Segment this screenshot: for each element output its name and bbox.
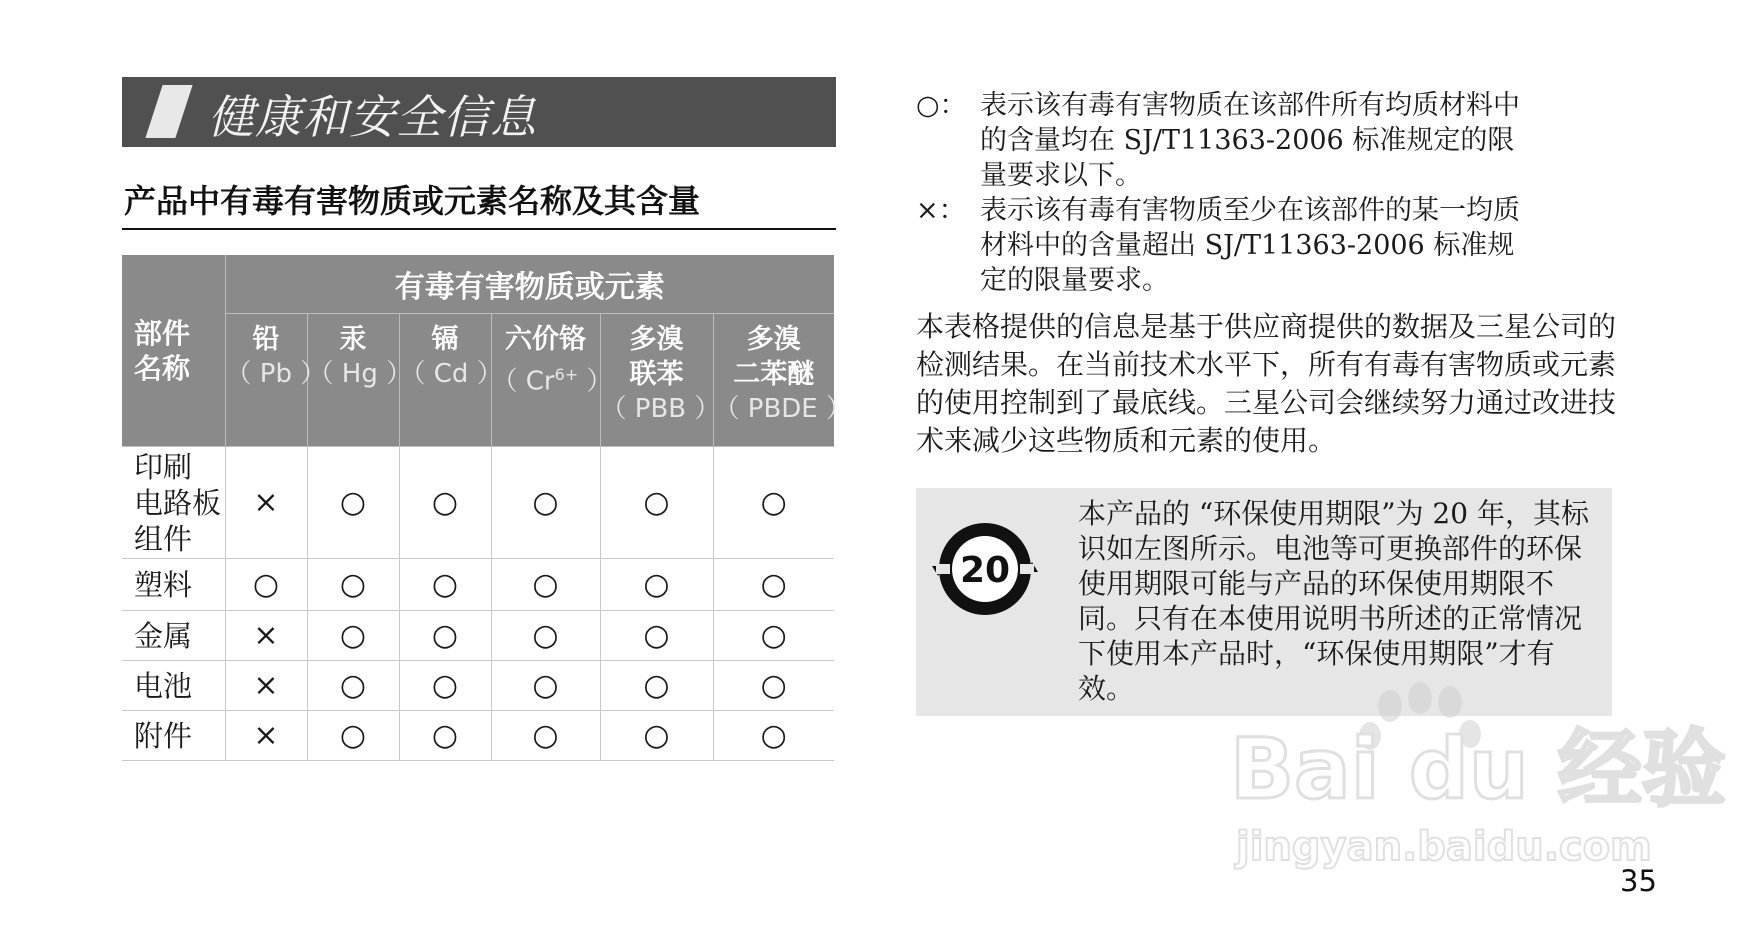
within-limit-mark: ○	[307, 611, 399, 661]
part-name-line: 附件	[134, 718, 193, 753]
substance-symbol-text: （ PBDE ）	[713, 394, 852, 424]
within-limit-mark: ○	[600, 447, 713, 559]
substance-symbol	[399, 357, 503, 392]
table-row	[122, 559, 834, 611]
exceeds-limit-mark: ×	[225, 611, 307, 661]
part-name-line: 塑料	[134, 567, 193, 602]
baidu-watermark	[1230, 688, 1726, 888]
within-limit-mark: ○	[399, 661, 491, 711]
within-limit-mark: ○	[399, 447, 491, 559]
page-number: 35	[1620, 864, 1657, 898]
substance-symbol-text: （ Hg ）	[307, 359, 413, 389]
within-limit-mark: ○	[713, 447, 834, 559]
section-title: 健康和安全信息	[208, 90, 537, 144]
part-name-cell	[122, 559, 225, 611]
watermark-url: jingyan.baidu.com	[1236, 824, 1652, 870]
part-header-line: 名称	[134, 351, 191, 385]
within-limit-mark: ○	[713, 711, 834, 761]
part-name-line: 电路板	[134, 485, 222, 520]
table-row	[122, 611, 834, 661]
substance-group-header: 有毒有害物质或元素	[225, 255, 834, 314]
substance-header	[491, 314, 613, 447]
within-limit-mark: ○	[307, 447, 399, 559]
within-limit-mark: ○	[307, 559, 399, 611]
substance-name: 镉	[431, 324, 459, 355]
part-name-header	[122, 255, 225, 447]
legend-cross	[916, 193, 1556, 303]
exceeds-limit-mark: ×	[225, 711, 307, 761]
substance-name: 铅	[252, 324, 280, 355]
part-name-line: 印刷	[134, 449, 193, 484]
substance-name-line2: 二苯醚	[733, 359, 815, 390]
substance-header	[600, 314, 721, 447]
within-limit-mark: ○	[600, 559, 713, 611]
circle-explanation: 表示该有毒有害物质在该部件所有均质材料中的含量均在 SJ/T11363-2006 标准规定的限量要求以下。	[980, 90, 1520, 191]
cross-explanation: 表示该有毒有害物质至少在该部件的某一均质材料中的含量超出 SJ/T11363-2006 标准规定的限量要求。	[980, 195, 1520, 296]
substance-header	[225, 314, 327, 447]
section-banner	[122, 77, 836, 147]
within-limit-mark: ○	[491, 711, 600, 761]
substance-name: 多溴	[629, 324, 684, 355]
within-limit-mark: ○	[491, 661, 600, 711]
part-name-line: 组件	[134, 521, 193, 556]
within-limit-mark: ○	[600, 611, 713, 661]
part-name-line: 金属	[134, 618, 193, 653]
substance-header	[399, 314, 503, 447]
within-limit-mark: ○	[399, 559, 491, 611]
part-name-cell	[122, 661, 225, 711]
table-row	[122, 661, 834, 711]
substance-symbol	[307, 357, 413, 392]
eco-period-notice	[916, 488, 1612, 716]
substance-symbol	[713, 392, 852, 427]
within-limit-mark: ○	[399, 611, 491, 661]
cross-symbol: ×：	[916, 195, 966, 226]
substance-name: 六价铬	[505, 324, 586, 355]
eco-logo-number: 20	[959, 550, 1011, 591]
within-limit-mark: ○	[307, 661, 399, 711]
within-limit-mark: ○	[399, 711, 491, 761]
circle-symbol: ○：	[916, 90, 967, 121]
substance-header	[713, 314, 852, 447]
table-row	[122, 711, 834, 761]
within-limit-mark: ○	[491, 611, 600, 661]
within-limit-mark: ○	[600, 711, 713, 761]
eco-period-text: 本产品的 “环保使用期限”为 20 年，其标识如左图所示。电池等可更换部件的环保使用期限可能与产品的环保使用期限不同。只有在本使用说明书所述的正常情况下使用本产品时，“环保使用期限”才有效。	[1078, 497, 1589, 705]
substance-symbol-text: （ Cd ）	[399, 359, 503, 389]
within-limit-mark: ○	[225, 559, 307, 611]
watermark-brand: Bai du 经验	[1230, 720, 1726, 818]
part-name-cell	[122, 711, 225, 761]
part-name-cell	[122, 611, 225, 661]
substance-symbol-text: （ Cr	[491, 366, 555, 397]
substance-name: 汞	[339, 324, 367, 355]
hazardous-substance-table	[122, 255, 852, 761]
within-limit-mark: ○	[713, 559, 834, 611]
substance-name: 多溴	[746, 324, 801, 355]
title-underline	[122, 228, 836, 230]
part-name-line: 电池	[134, 668, 193, 703]
substance-symbol-text: （ Pb ）	[225, 359, 327, 389]
exceeds-limit-mark: ×	[225, 661, 307, 711]
legend-circle	[916, 88, 1556, 198]
part-header-line: 部件	[134, 316, 191, 350]
banner-slash-decoration	[145, 85, 192, 138]
within-limit-mark: ○	[307, 711, 399, 761]
eco-period-20-logo-icon	[930, 514, 1040, 624]
within-limit-mark: ○	[491, 447, 600, 559]
within-limit-mark: ○	[713, 661, 834, 711]
substance-symbol	[600, 392, 721, 427]
table-row	[122, 447, 834, 559]
substance-header	[307, 314, 413, 447]
part-name-cell	[122, 447, 225, 559]
substance-name-line2: 联苯	[629, 359, 684, 390]
exceeds-limit-mark: ×	[225, 447, 307, 559]
substance-symbol-end: ）	[578, 366, 613, 397]
substance-symbol	[491, 357, 613, 400]
substance-symbol-superscript: 6+	[554, 365, 579, 384]
within-limit-mark: ○	[713, 611, 834, 661]
substance-symbol	[225, 357, 327, 392]
substance-symbol-text: （ PBB ）	[600, 394, 721, 424]
within-limit-mark: ○	[491, 559, 600, 611]
within-limit-mark: ○	[600, 661, 713, 711]
table-title: 产品中有毒有害物质或元素名称及其含量	[124, 182, 701, 220]
info-paragraph: 本表格提供的信息是基于供应商提供的数据及三星公司的检测结果。在当前技术水平下，所有有毒有害物质或元素的使用控制到了最底线。三星公司会继续努力通过改进技术来减少这些物质和元素的使用。	[916, 310, 1617, 457]
